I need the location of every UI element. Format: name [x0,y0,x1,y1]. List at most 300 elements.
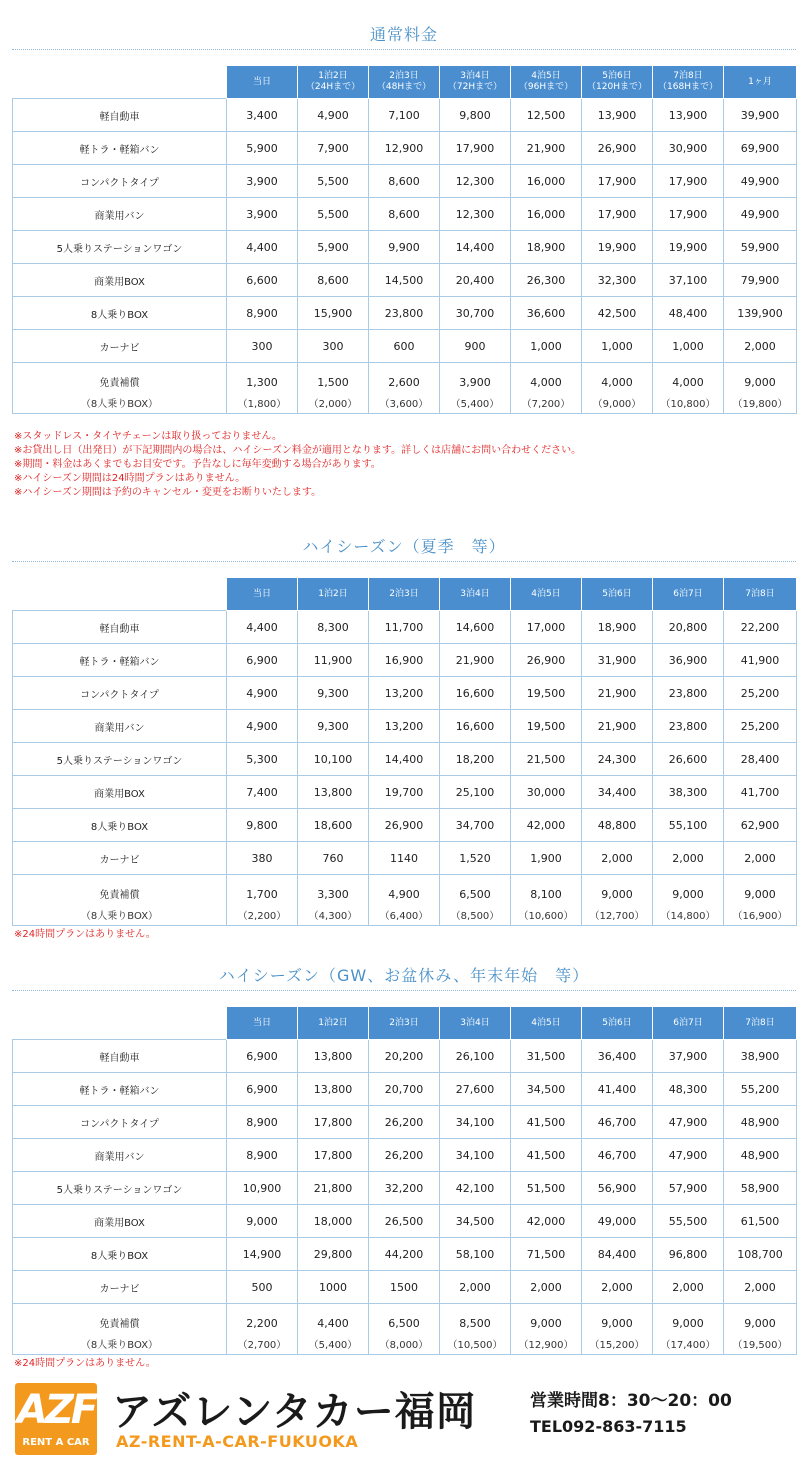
price-cell: 11,900 [298,644,369,677]
price-cell: 9,000 [227,1205,298,1238]
insurance-price-cell: 9,000 [653,875,724,904]
price-cell: 3,900 [227,198,298,231]
price-cell: 17,900 [582,165,653,198]
price-cell: 41,700 [724,776,797,809]
table-row [13,743,797,776]
column-header: 5泊6日 （120Hまで） [582,66,653,99]
price-cell: 26,900 [511,644,582,677]
section-title-regular: 通常料金 [369,25,438,44]
price-cell: 48,900 [724,1139,797,1172]
brand-name-en: AZ-RENT-A-CAR-FUKUOKA [116,1432,359,1451]
insurance-row [13,363,797,392]
price-cell: 48,400 [653,297,724,330]
price-cell: 9,300 [298,710,369,743]
price-cell: 55,100 [653,809,724,842]
insurance-price-cell: 9,000 [724,1304,797,1333]
table-row [13,1106,797,1139]
insurance-price-cell: 6,500 [440,875,511,904]
insurance-8seat-row [13,391,797,414]
insurance-8seat-price-cell: （8,000） [369,1332,440,1355]
insurance-8seat-price-cell: （7,200） [511,391,582,414]
table-row [13,264,797,297]
price-cell: 12,300 [440,198,511,231]
price-cell: 13,900 [582,99,653,132]
vehicle-type-label: 商業用バン [13,710,227,743]
vehicle-type-label: 商業用BOX [13,1205,227,1238]
insurance-price-cell: 4,400 [298,1304,369,1333]
price-cell: 1,000 [582,330,653,363]
price-cell: 17,900 [440,132,511,165]
price-cell: 9,800 [440,99,511,132]
price-cell: 13,800 [298,1040,369,1073]
vehicle-type-label: カーナビ [13,1271,227,1304]
price-cell: 34,500 [511,1073,582,1106]
price-cell: 62,900 [724,809,797,842]
price-cell: 7,900 [298,132,369,165]
price-cell: 6,900 [227,644,298,677]
price-cell: 1,520 [440,842,511,875]
notes-summer [14,928,156,942]
price-cell: 8,600 [369,165,440,198]
insurance-8seat-price-cell: （17,400） [653,1332,724,1355]
insurance-price-cell: 4,900 [369,875,440,904]
column-header: 7泊8日 （168Hまで） [653,66,724,99]
price-cell: 13,900 [653,99,724,132]
price-cell: 71,500 [511,1238,582,1271]
table-row [13,231,797,264]
vehicle-type-label: 商業用BOX [13,776,227,809]
insurance-label: 免責補償 [13,363,227,392]
price-cell: 37,900 [653,1040,724,1073]
column-header: 7泊8日 [724,1007,797,1040]
price-cell: 42,000 [511,809,582,842]
price-cell: 23,800 [653,710,724,743]
price-cell: 16,000 [511,198,582,231]
insurance-8seat-price-cell: （12,900） [511,1332,582,1355]
price-cell: 4,900 [227,677,298,710]
price-cell: 2,000 [582,842,653,875]
title-rule [12,49,796,50]
price-cell: 34,400 [582,776,653,809]
price-cell: 900 [440,330,511,363]
price-cell: 4,400 [227,611,298,644]
column-header: 1泊2日 [298,1007,369,1040]
price-cell: 37,100 [653,264,724,297]
price-cell: 24,300 [582,743,653,776]
price-cell: 1000 [298,1271,369,1304]
note-line: ※お貸出し日（出発日）が下記期間内の場合は、ハイシーズン料金が適用となります。詳しくは店舗にお問い合わせください。 [14,445,582,456]
price-cell: 6,900 [227,1073,298,1106]
price-cell: 5,900 [227,132,298,165]
price-cell: 17,000 [511,611,582,644]
price-cell: 2,000 [440,1271,511,1304]
table-row [13,1139,797,1172]
price-cell: 69,900 [724,132,797,165]
price-cell: 2,000 [582,1271,653,1304]
insurance-price-cell: 1,700 [227,875,298,904]
price-cell: 1140 [369,842,440,875]
price-cell: 5,300 [227,743,298,776]
section-title-peak: ハイシーズン（GW、お盆休み、年末年始 等） [218,966,590,985]
vehicle-type-label: 軽トラ・軽箱バン [13,1073,227,1106]
price-cell: 21,900 [511,132,582,165]
price-cell: 14,500 [369,264,440,297]
price-cell: 55,500 [653,1205,724,1238]
header-row [13,578,797,611]
insurance-8seat-price-cell: （14,800） [653,903,724,926]
brand-name-jp: アズレンタカー福岡 [112,1389,477,1435]
column-header: 2泊3日 [369,1007,440,1040]
price-cell: 27,600 [440,1073,511,1106]
logo-mark: AZF [16,1387,96,1433]
price-cell: 1,000 [511,330,582,363]
insurance-8seat-price-cell: （9,000） [582,391,653,414]
vehicle-type-label: 5人乗りステーションワゴン [13,231,227,264]
price-cell: 16,600 [440,710,511,743]
column-header: 当日 [227,66,298,99]
note-line: ※スタッドレス・タイヤチェーンは取り扱っておりません。 [14,431,282,442]
table-row [13,297,797,330]
price-cell: 14,400 [440,231,511,264]
price-cell: 30,000 [511,776,582,809]
note-line: ※24時間プランはありません。 [14,929,156,940]
vehicle-type-label: コンパクトタイプ [13,677,227,710]
insurance-row [13,1304,797,1333]
price-cell: 16,900 [369,644,440,677]
column-header: 6泊7日 [653,578,724,611]
price-cell: 300 [227,330,298,363]
price-cell: 34,700 [440,809,511,842]
insurance-8seat-price-cell: （10,800） [653,391,724,414]
price-cell: 6,900 [227,1040,298,1073]
insurance-price-cell: 4,000 [511,363,582,392]
vehicle-type-label: カーナビ [13,330,227,363]
price-cell: 9,300 [298,677,369,710]
header-row [13,66,797,99]
price-cell: 55,200 [724,1073,797,1106]
insurance-label: 免責補償 [13,1304,227,1333]
vehicle-type-label: 5人乗りステーションワゴン [13,743,227,776]
insurance-price-cell: 1,300 [227,363,298,392]
table-row [13,1073,797,1106]
price-cell: 17,900 [582,198,653,231]
insurance-sublabel: （8人乗りBOX） [13,1332,227,1355]
logo-subtitle: RENT A CAR [22,1437,90,1448]
price-cell: 8,900 [227,1106,298,1139]
price-cell: 28,400 [724,743,797,776]
price-cell: 14,900 [227,1238,298,1271]
table-row [13,776,797,809]
vehicle-type-label: 5人乗りステーションワゴン [13,1172,227,1205]
table-row [13,677,797,710]
price-cell: 61,500 [724,1205,797,1238]
insurance-8seat-price-cell: （3,600） [369,391,440,414]
price-cell: 34,100 [440,1139,511,1172]
insurance-8seat-price-cell: （16,900） [724,903,797,926]
table-row [13,1040,797,1073]
table-row [13,842,797,875]
column-header: 7泊8日 [724,578,797,611]
price-cell: 17,800 [298,1139,369,1172]
table-row [13,644,797,677]
price-cell: 26,600 [653,743,724,776]
price-cell: 29,800 [298,1238,369,1271]
price-cell: 600 [369,330,440,363]
price-cell: 34,100 [440,1106,511,1139]
price-cell: 26,200 [369,1106,440,1139]
insurance-price-cell: 9,000 [582,875,653,904]
column-header: 2泊3日 （48Hまで） [369,66,440,99]
price-cell: 21,900 [582,710,653,743]
price-cell: 18,900 [511,231,582,264]
price-cell: 4,400 [227,231,298,264]
price-cell: 10,100 [298,743,369,776]
price-cell: 5,500 [298,198,369,231]
price-cell: 9,900 [369,231,440,264]
price-cell: 22,200 [724,611,797,644]
price-cell: 19,900 [653,231,724,264]
insurance-price-cell: 6,500 [369,1304,440,1333]
price-cell: 96,800 [653,1238,724,1271]
price-cell: 25,200 [724,710,797,743]
phone-number: TEL092-863-7115 [530,1417,687,1436]
price-cell: 21,500 [511,743,582,776]
note-line: ※24時間プランはありません。 [14,1358,156,1369]
price-cell: 25,100 [440,776,511,809]
price-cell: 49,900 [724,165,797,198]
price-cell: 12,300 [440,165,511,198]
price-cell: 84,400 [582,1238,653,1271]
table-row [13,1205,797,1238]
column-header: 1泊2日 [298,578,369,611]
insurance-8seat-price-cell: （2,000） [298,391,369,414]
vehicle-type-label: 8人乗りBOX [13,1238,227,1271]
vehicle-type-label: 8人乗りBOX [13,809,227,842]
price-cell: 51,500 [511,1172,582,1205]
insurance-price-cell: 3,900 [440,363,511,392]
price-cell: 21,900 [440,644,511,677]
column-header: 当日 [227,1007,298,1040]
price-cell: 42,100 [440,1172,511,1205]
header-corner [13,578,227,611]
price-cell: 21,800 [298,1172,369,1205]
vehicle-type-label: 軽トラ・軽箱バン [13,644,227,677]
insurance-8seat-price-cell: （8,500） [440,903,511,926]
table-row [13,710,797,743]
price-cell: 18,900 [582,611,653,644]
price-cell: 32,200 [369,1172,440,1205]
vehicle-type-label: 8人乗りBOX [13,297,227,330]
price-cell: 31,500 [511,1040,582,1073]
price-cell: 30,700 [440,297,511,330]
vehicle-type-label: 軽トラ・軽箱バン [13,132,227,165]
price-cell: 2,000 [724,330,797,363]
insurance-price-cell: 2,200 [227,1304,298,1333]
insurance-8seat-price-cell: （2,700） [227,1332,298,1355]
rate-table-peak [12,1006,797,1355]
price-cell: 300 [298,330,369,363]
price-cell: 34,500 [440,1205,511,1238]
price-cell: 41,500 [511,1106,582,1139]
insurance-8seat-price-cell: （12,700） [582,903,653,926]
column-header: 2泊3日 [369,578,440,611]
price-cell: 13,800 [298,776,369,809]
column-header: 6泊7日 [653,1007,724,1040]
price-cell: 46,700 [582,1139,653,1172]
price-cell: 47,900 [653,1139,724,1172]
notes-regular [14,430,581,500]
price-cell: 20,200 [369,1040,440,1073]
column-header: 5泊6日 [582,1007,653,1040]
insurance-8seat-price-cell: （6,400） [369,903,440,926]
price-cell: 26,500 [369,1205,440,1238]
price-cell: 9,800 [227,809,298,842]
price-cell: 44,200 [369,1238,440,1271]
price-cell: 3,900 [227,165,298,198]
price-cell: 16,000 [511,165,582,198]
price-cell: 41,500 [511,1139,582,1172]
price-cell: 19,500 [511,710,582,743]
insurance-price-cell: 9,000 [653,1304,724,1333]
vehicle-type-label: 軽自動車 [13,1040,227,1073]
price-cell: 7,100 [369,99,440,132]
price-cell: 3,400 [227,99,298,132]
insurance-8seat-price-cell: （19,800） [724,391,797,414]
price-cell: 760 [298,842,369,875]
price-cell: 5,500 [298,165,369,198]
price-cell: 7,400 [227,776,298,809]
price-cell: 139,900 [724,297,797,330]
price-cell: 19,500 [511,677,582,710]
price-cell: 26,900 [582,132,653,165]
insurance-8seat-price-cell: （5,400） [298,1332,369,1355]
price-cell: 23,800 [369,297,440,330]
price-cell: 1,900 [511,842,582,875]
price-cell: 6,600 [227,264,298,297]
vehicle-type-label: カーナビ [13,842,227,875]
price-cell: 42,000 [511,1205,582,1238]
price-cell: 500 [227,1271,298,1304]
column-header: 当日 [227,578,298,611]
insurance-8seat-price-cell: （10,500） [440,1332,511,1355]
price-cell: 41,900 [724,644,797,677]
vehicle-type-label: 商業用BOX [13,264,227,297]
price-cell: 36,600 [511,297,582,330]
price-cell: 16,600 [440,677,511,710]
title-rule [12,990,796,991]
table-row [13,1172,797,1205]
table-row [13,330,797,363]
price-cell: 17,900 [653,165,724,198]
price-cell: 1500 [369,1271,440,1304]
insurance-8seat-price-cell: （1,800） [227,391,298,414]
insurance-price-cell: 8,100 [511,875,582,904]
insurance-price-cell: 1,500 [298,363,369,392]
price-cell: 8,300 [298,611,369,644]
vehicle-type-label: コンパクトタイプ [13,1106,227,1139]
price-cell: 13,200 [369,710,440,743]
price-cell: 18,200 [440,743,511,776]
insurance-price-cell: 4,000 [653,363,724,392]
table-row [13,165,797,198]
business-hours: 営業時間8：30〜20：00 [530,1391,732,1411]
price-cell: 14,400 [369,743,440,776]
column-header: 3泊4日 （72Hまで） [440,66,511,99]
price-cell: 1,000 [653,330,724,363]
price-cell: 46,700 [582,1106,653,1139]
price-cell: 58,900 [724,1172,797,1205]
price-cell: 48,900 [724,1106,797,1139]
header-corner [13,66,227,99]
price-cell: 380 [227,842,298,875]
price-cell: 23,800 [653,677,724,710]
insurance-sublabel: （8人乗りBOX） [13,391,227,414]
price-cell: 26,200 [369,1139,440,1172]
note-line: ※ハイシーズン期間は予約のキャンセル・変更をお断りいたします。 [14,487,322,498]
price-cell: 19,700 [369,776,440,809]
price-cell: 30,900 [653,132,724,165]
insurance-8seat-price-cell: （2,200） [227,903,298,926]
price-cell: 2,000 [724,1271,797,1304]
price-cell: 11,700 [369,611,440,644]
insurance-8seat-price-cell: （4,300） [298,903,369,926]
insurance-price-cell: 9,000 [724,363,797,392]
price-cell: 21,900 [582,677,653,710]
column-header: 3泊4日 [440,1007,511,1040]
vehicle-type-label: コンパクトタイプ [13,165,227,198]
price-cell: 8,600 [298,264,369,297]
price-cell: 58,100 [440,1238,511,1271]
price-cell: 13,800 [298,1073,369,1106]
price-cell: 17,800 [298,1106,369,1139]
price-cell: 49,000 [582,1205,653,1238]
insurance-8seat-price-cell: （10,600） [511,903,582,926]
insurance-price-cell: 3,300 [298,875,369,904]
price-cell: 20,800 [653,611,724,644]
insurance-price-cell: 9,000 [724,875,797,904]
column-header: 4泊5日 [511,1007,582,1040]
vehicle-type-label: 軽自動車 [13,611,227,644]
column-header: 3泊4日 [440,578,511,611]
price-cell: 42,500 [582,297,653,330]
notes-peak [14,1357,156,1371]
vehicle-type-label: 商業用バン [13,198,227,231]
insurance-8seat-row [13,903,797,926]
price-cell: 20,700 [369,1073,440,1106]
column-header: 4泊5日 （96Hまで） [511,66,582,99]
price-cell: 2,000 [511,1271,582,1304]
header-row [13,1007,797,1040]
price-cell: 5,900 [298,231,369,264]
price-cell: 31,900 [582,644,653,677]
price-cell: 38,300 [653,776,724,809]
price-cell: 26,100 [440,1040,511,1073]
price-cell: 59,900 [724,231,797,264]
price-cell: 15,900 [298,297,369,330]
column-header: 4泊5日 [511,578,582,611]
price-cell: 39,900 [724,99,797,132]
price-cell: 18,000 [298,1205,369,1238]
insurance-8seat-row [13,1332,797,1355]
price-cell: 26,900 [369,809,440,842]
insurance-8seat-price-cell: （5,400） [440,391,511,414]
price-cell: 36,400 [582,1040,653,1073]
table-row [13,1238,797,1271]
price-cell: 8,600 [369,198,440,231]
price-cell: 36,900 [653,644,724,677]
price-cell: 48,800 [582,809,653,842]
price-cell: 14,600 [440,611,511,644]
